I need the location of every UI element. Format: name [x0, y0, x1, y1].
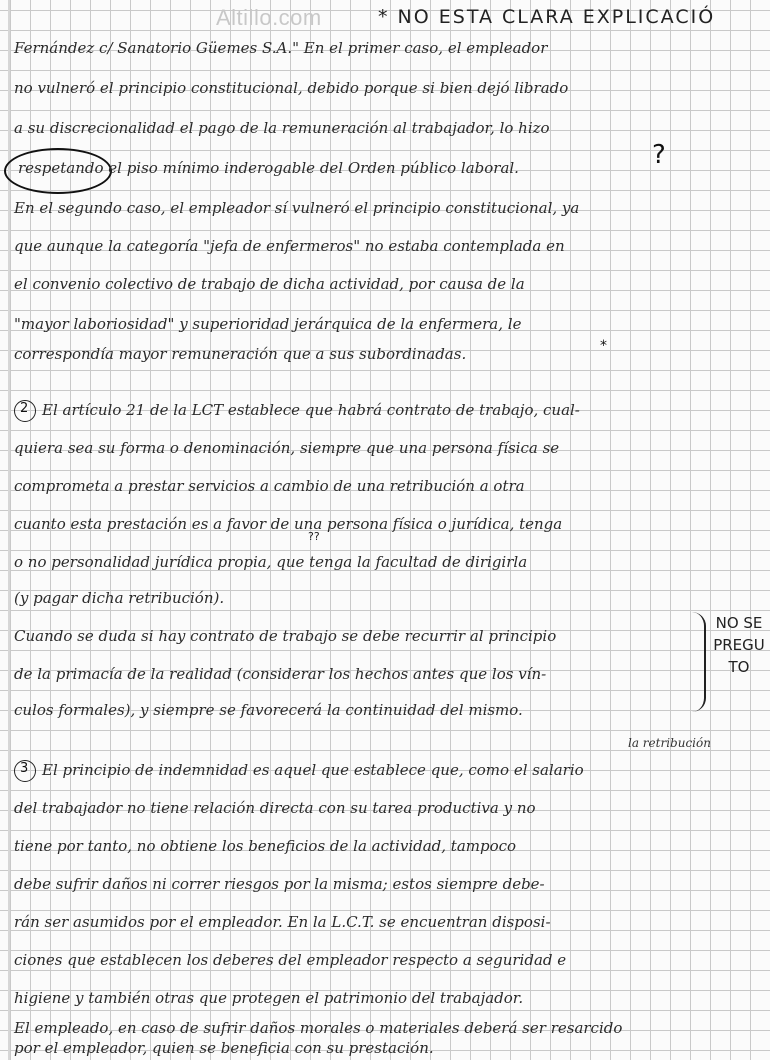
text-line: del trabajador no tiene relación directa con su tarea productiva y no: [14, 799, 536, 817]
text-line: comprometa a prestar servicios a cambio de una retribución a otra: [14, 477, 525, 495]
text-line: Fernández c/ Sanatorio Güemes S.A." En el primer caso, el empleador: [14, 39, 548, 57]
text-line: higiene y también otras que protegen el patrimonio del trabajador.: [14, 989, 524, 1007]
text-line: culos formales), y siempre se favorecerá la continuidad del mismo.: [14, 701, 523, 719]
text-line: o no personalidad jurídica propia, que tenga la facultad de dirigirla: [14, 553, 528, 571]
text-line: El principio de indemnidad es aquel que establece que, como el salario: [42, 761, 584, 779]
text-line: de la primacía de la realidad (considerar los hechos antes que los vín-: [14, 665, 547, 683]
text-line: que aunque la categoría "jefa de enfermeros" no estaba contemplada en: [14, 237, 565, 255]
watermark: Altillo.com: [216, 5, 322, 30]
side-annotation: [708, 612, 770, 678]
text-line: quiera sea su forma o denominación, siempre que una persona física se: [14, 439, 560, 457]
side-annotation-line: NO SE: [715, 614, 763, 632]
text-line: no vulneró el principio constitucional, debido porque si bien dejó librado: [14, 79, 569, 97]
text-line: a su discrecionalidad el pago de la remuneración al trabajador, lo hizo: [14, 119, 550, 137]
text-line: Cuando se duda si hay contrato de trabajo se debe recurrir al principio: [14, 627, 557, 645]
side-annotation-line: PREGU: [713, 636, 765, 654]
paragraph-number: 2: [20, 401, 29, 416]
text-line: cuanto esta prestación es a favor de una persona física o jurídica, tenga: [14, 515, 563, 533]
text-line: el convenio colectivo de trabajo de dicha actividad, por causa de la: [14, 275, 525, 293]
text-line: por el empleador, quien se beneficia con su prestación.: [14, 1039, 434, 1057]
text-line: correspondía mayor remuneración que a sus subordinadas.: [14, 345, 467, 363]
paragraph-number: 3: [20, 761, 29, 776]
question-marks-small: ??: [308, 530, 320, 543]
text-line: respetando el piso mínimo inderogable del Orden público laboral.: [18, 159, 519, 177]
text-line: tiene por tanto, no obtiene los beneficios de la actividad, tampoco: [14, 837, 517, 855]
side-brace: [690, 612, 706, 712]
question-mark: ?: [652, 140, 666, 170]
text-line: (y pagar dicha retribución).: [14, 589, 225, 607]
side-annotation-line: TO: [728, 658, 750, 676]
text-line: El empleado, en caso de sufrir daños morales o materiales deberá ser resarcido: [14, 1019, 623, 1037]
top-annotation: * NO ESTA CLARA EXPLICACIÓ: [378, 6, 716, 28]
text-line: El artículo 21 de la LCT establece que habrá contrato de trabajo, cual-: [42, 401, 580, 419]
text-line: En el segundo caso, el empleador sí vulneró el principio constitucional, ya: [14, 199, 580, 217]
text-line: rán ser asumidos por el empleador. En la L.C.T. se encuentran disposi-: [14, 913, 551, 931]
text-line: "mayor laboriosidad" y superioridad jerárquica de la enfermera, le: [14, 315, 522, 333]
inserted-annotation: la retribución: [628, 736, 711, 750]
text-line: debe sufrir daños ni correr riesgos por la misma; estos siempre debe-: [14, 875, 545, 893]
text-line: ciones que establecen los deberes del empleador respecto a seguridad e: [14, 951, 567, 969]
star-mark: *: [600, 338, 607, 354]
